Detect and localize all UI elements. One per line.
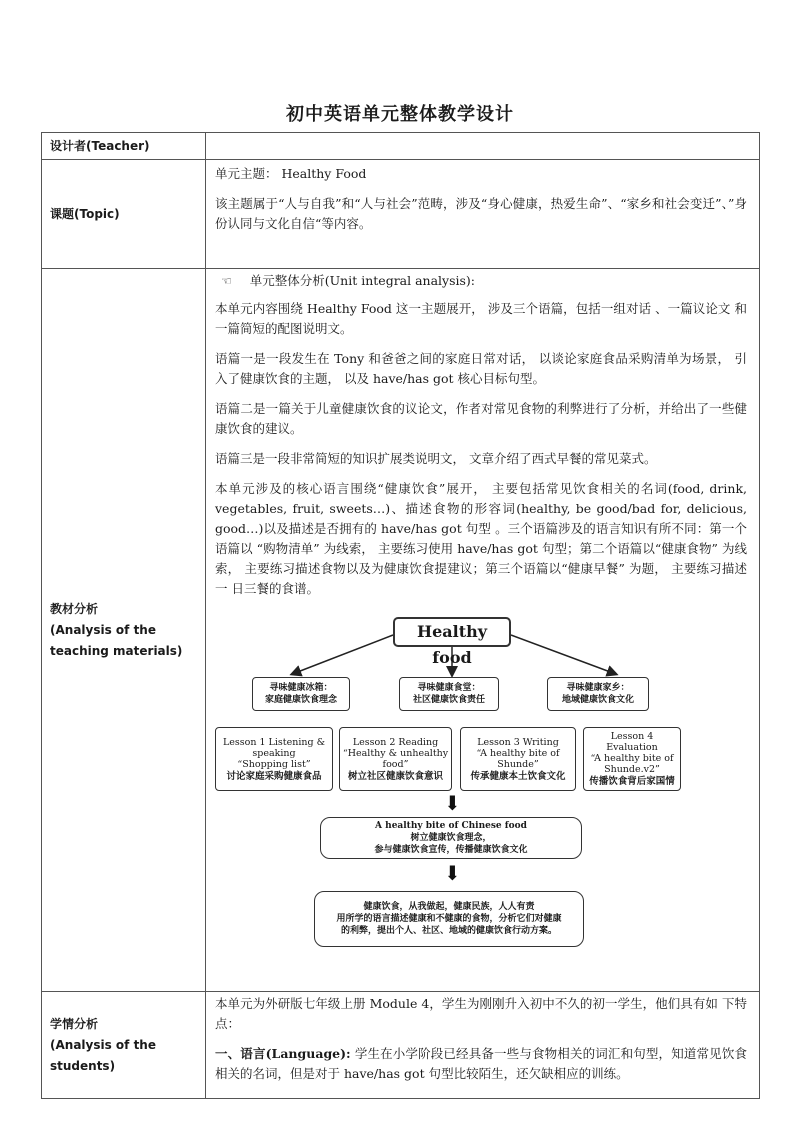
lesson-design-table [41,132,760,1099]
students-paragraph: 本单元为外研版七年级上册 Module 4，学生为刚刚升入初中不久的初一学生，他们具有如 下特点： [215,996,747,1031]
diagram-lesson: Lesson 2 Reading “Healthy & unhealthy food” 树立社区健康饮食意识 [339,727,452,791]
teacher-value [206,133,760,160]
table-row [42,992,760,1099]
language-heading: 一、语言(Language): [215,1046,351,1061]
diagram-theme: 寻味健康食堂： 社区健康饮食责任 [399,677,499,711]
students-label [42,992,206,1099]
materials-paragraph: 语篇三是一段非常简短的知识扩展类说明文， 文章介绍了西式早餐的常见菜式。 [215,451,657,466]
topic-line2: 该主题属于“人与自我”和“人与社会”范畴，涉及“身心健康，热爱生命”、“家乡和社会变迁”、”身份认同与文化自信“等内容。 [215,196,747,231]
materials-label-cn: 教材分析 [50,601,99,616]
diagram-goal: 健康饮食，从我做起，健康民族，人人有责 用所学的语言描述健康和不健康的食物，分析它们对健康 的利弊，提出个人、社区、地域的健康饮食行动方案。 [314,891,584,947]
diagram-theme: 寻味健康冰箱： 家庭健康饮食理念 [252,677,350,711]
students-label-en2: students) [50,1058,116,1073]
diagram-root: Healthy food [393,617,511,647]
teacher-label: 设计者(Teacher) [42,133,206,160]
materials-label-en2: teaching materials) [50,643,183,658]
materials-paragraph: 语篇二是一篇关于儿童健康饮食的议论文，作者对常见食物的利弊进行了分析，并给出了一些健康饮食的建议。 [215,401,747,436]
pointing-hand-icon: ☜ [221,274,232,288]
materials-label [42,269,206,992]
topic-label: 课题(Topic) [42,160,206,269]
diagram-theme: 寻味健康家乡： 地域健康饮食文化 [547,677,649,711]
diagram-lesson: Lesson 4 Evaluation “A healthy bite of Shunde.v2” 传播饮食背后家国情 [583,727,681,791]
diagram-lesson: Lesson 1 Listening & speaking “Shopping list” 讨论家庭采购健康食品 [215,727,333,791]
topic-line1: 单元主题： Healthy Food [215,166,367,181]
students-label-en1: (Analysis of the [50,1037,156,1052]
diagram-summary: A healthy bite of Chinese food 树立健康饮食理念， 参与健康饮食宣传，传播健康饮食文化 [320,817,582,859]
table-row [42,133,760,160]
students-label-cn: 学情分析 [50,1016,99,1031]
materials-paragraph: 本单元内容围绕 Healthy Food 这一主题展开， 涉及三个语篇，包括一组对话 、一篇议论文 和一篇简短的配图说明文。 [215,301,747,336]
students-paragraph: 一、语言(Language): 学生在小学阶段已经具备一些与食物相关的词汇和句型，知道常见饮食相关的名词，但是对于 have/has got 句型比较陌生，还欠缺相应的训练。 [215,1046,747,1081]
table-row [42,160,760,269]
materials-paragraph: 语篇一是一段发生在 Tony 和爸爸之间的家庭日常对话， 以谈论家庭食品采购清单为场景， 引入了健康饮食的主题， 以及 have/has got 核心目标句型。 [215,351,747,386]
analysis-heading: 单元整体分析(Unit integral analysis): [249,273,476,288]
unit-structure-diagram [215,617,685,957]
materials-paragraph: 本单元涉及的核心语言围绕“健康饮食”展开， 主要包括常见饮食相关的名词(food, drink, vegetables, fruit, sweets…)、描述食物的形容词(healthy, be good/bad for, delicious, good…)以及描述是否拥有的 have/has got 句型 。三个语篇涉及的语言知识有所不同：第一个语篇以 “购物清单” 为线索， 主要练习使用 have/has got 句型；第二个语篇以“健康食物” 为线索， 主要练习描述食物以及为健康饮食提建议；第三个语篇以“健康早餐” 为题， 主要练习描述 一 日三餐的食谱。 [215,481,747,596]
table-row [42,269,760,992]
down-arrow-icon: ⬇ [444,861,461,885]
materials-label-en1: (Analysis of the [50,622,156,637]
page-title: 初中英语单元整体教学设计 [286,104,514,125]
down-arrow-icon: ⬇ [444,791,461,815]
diagram-lesson: Lesson 3 Writing “A healthy bite of Shunde” 传承健康本土饮食文化 [460,727,576,791]
